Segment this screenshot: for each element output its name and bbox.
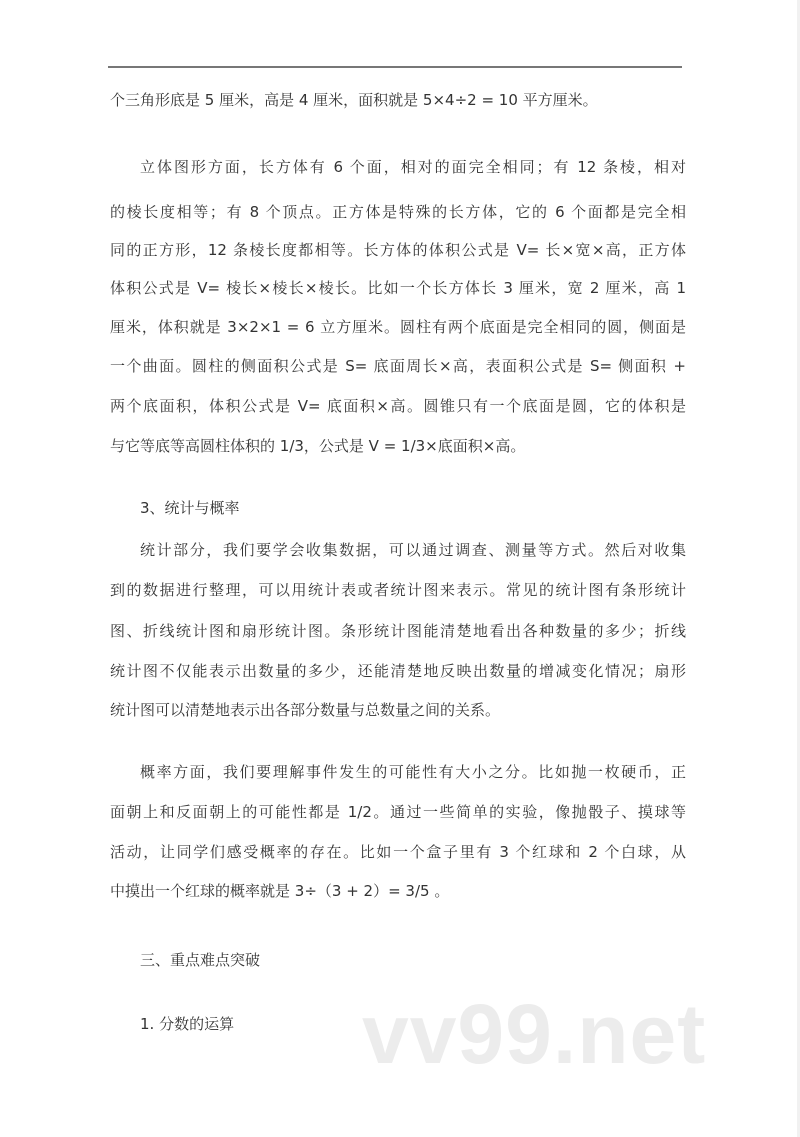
paragraph-line: 到的数据进行整理，可以用统计表或者统计图来表示。常见的统计图有条形统计 [110, 581, 686, 599]
section-heading: 三、重点难点突破 [140, 951, 261, 969]
paragraph-line: 两个底面积，体积公式是 V= 底面积×高。圆锥只有一个底面是圆，它的体积是 [110, 397, 686, 415]
paragraph-line: 统计图不仅能表示出数量的多少，还能清楚地反映出数量的增减变化情况；扇形 [110, 662, 686, 680]
paragraph-line: 与它等底等高圆柱体积的 1/3，公式是 V = 1/3×底面积×高。 [110, 437, 526, 455]
section-heading: 1. 分数的运算 [140, 1015, 235, 1033]
paragraph-line: 统计部分，我们要学会收集数据，可以通过调查、测量等方式。然后对收集 [140, 541, 686, 559]
paragraph-line: 统计图可以清楚地表示出各部分数量与总数量之间的关系。 [110, 701, 501, 719]
paragraph-line: 活动，让同学们感受概率的存在。比如一个盒子里有 3 个红球和 2 个白球，从 [110, 843, 686, 861]
paragraph-line: 面朝上和反面朝上的可能性都是 1/2。通过一些简单的实验，像抛骰子、摸球等 [110, 803, 686, 821]
paragraph-line: 立体图形方面，长方体有 6 个面，相对的面完全相同；有 12 条棱，相对 [140, 158, 686, 176]
paragraph-line: 体积公式是 V= 棱长×棱长×棱长。比如一个长方体长 3 厘米，宽 2 厘米，高 1 [110, 279, 686, 297]
paragraph-line: 的棱长度相等；有 8 个顶点。正方体是特殊的长方体，它的 6 个面都是完全相 [110, 203, 686, 221]
paragraph-line: 中摸出一个红球的概率就是 3÷（3 + 2）= 3/5 。 [110, 882, 450, 900]
paragraph-line: 厘米，体积就是 3×2×1 = 6 立方厘米。圆柱有两个底面是完全相同的圆，侧面是 [110, 318, 686, 336]
paragraph-line: 同的正方形，12 条棱长度都相等。长方体的体积公式是 V= 长×宽×高，正方体 [110, 241, 686, 259]
watermark: vv99.net [362, 987, 707, 1081]
paragraph-line: 概率方面，我们要理解事件发生的可能性有大小之分。比如抛一枚硬币，正 [140, 763, 686, 781]
paragraph-line: 图、折线统计图和扇形统计图。条形统计图能清楚地看出各种数量的多少；折线 [110, 622, 686, 640]
paragraph-line: 个三角形底是 5 厘米，高是 4 厘米，面积就是 5×4÷2 = 10 平方厘米。 [110, 91, 598, 109]
header-rule [108, 66, 682, 68]
paragraph-line: 一个曲面。圆柱的侧面积公式是 S= 底面周长×高，表面积公式是 S= 侧面积 + [110, 357, 686, 375]
section-heading: 3、统计与概率 [140, 499, 240, 517]
